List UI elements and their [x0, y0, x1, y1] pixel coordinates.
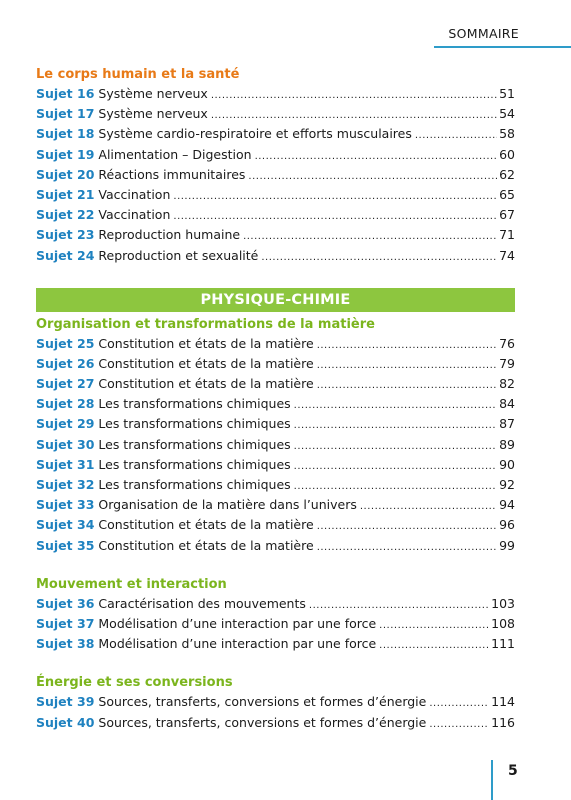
toc-entry-sujet: Sujet 38: [36, 636, 95, 652]
toc-entry-page: 84: [499, 396, 515, 412]
toc-dot-leader: [294, 477, 497, 497]
toc-entry-sujet: Sujet 30: [36, 436, 95, 452]
toc-entry-page: 99: [499, 537, 515, 553]
toc-entry-sujet: Sujet 37: [36, 615, 95, 631]
toc-entry: [36, 124, 515, 144]
toc-entry-page: 92: [499, 477, 515, 492]
toc-entry: [36, 515, 515, 535]
toc-entry-page: 108: [491, 615, 515, 631]
toc-entry-title: Les transformations chimiques: [98, 436, 291, 452]
toc-entry-title: Les transformations chimiques: [98, 416, 291, 432]
toc-entry-title: Constitution et états de la matière: [98, 537, 314, 553]
toc-entry-page: 87: [499, 416, 515, 432]
toc-entry-title: Les transformations chimiques: [98, 477, 291, 492]
toc-dot-leader: [255, 147, 498, 167]
toc-entry-title: Organisation de la matière dans l’univers: [98, 497, 357, 513]
toc-entry: [36, 692, 515, 712]
toc-entry: [36, 435, 515, 455]
toc-entry-page: 71: [499, 227, 515, 243]
toc-entry-title: Constitution et états de la matière: [98, 517, 314, 533]
toc-entry-sujet: Sujet 16: [36, 86, 95, 101]
toc-entry-title: Constitution et états de la matière: [98, 335, 314, 351]
toc-dot-leader: [379, 616, 489, 636]
toc-entry-sujet: Sujet 33: [36, 497, 95, 513]
section-heading-matiere: Organisation et transformations de la matière: [36, 316, 375, 332]
toc-dot-leader: [360, 497, 497, 517]
toc-dot-leader: [317, 517, 497, 537]
toc-entry-sujet: Sujet 27: [36, 376, 95, 392]
toc-entry-title: Vaccination: [98, 207, 171, 223]
toc-entry-title: Système nerveux: [98, 86, 208, 101]
toc-dot-leader: [261, 248, 497, 268]
toc-entry-sujet: Sujet 21: [36, 186, 95, 202]
toc-entry-title: Modélisation d’une interaction par une force: [98, 636, 377, 652]
toc-dot-leader: [294, 437, 497, 457]
toc-entry: [36, 713, 515, 733]
toc-dot-leader: [173, 207, 497, 227]
toc-entry-title: Sources, transferts, conversions et formes d’énergie: [98, 694, 427, 710]
toc-entry-title: Système nerveux: [98, 106, 208, 122]
toc-list-matiere: [36, 334, 515, 556]
toc-entry-sujet: Sujet 24: [36, 247, 95, 263]
toc-dot-leader: [429, 694, 489, 714]
toc-dot-leader: [309, 596, 489, 616]
toc-entry-sujet: Sujet 22: [36, 207, 95, 223]
toc-entry: [36, 455, 515, 475]
toc-entry-title: Modélisation d’une interaction par une force: [98, 615, 377, 631]
toc-entry: [36, 536, 515, 556]
toc-entry-page: 89: [499, 436, 515, 452]
toc-entry-sujet: Sujet 31: [36, 456, 95, 472]
toc-entry-page: 90: [499, 456, 515, 472]
toc-entry: [36, 374, 515, 394]
toc-entry: [36, 84, 515, 104]
toc-dot-leader: [294, 396, 497, 416]
toc-entry-page: 116: [491, 714, 515, 730]
toc-entry-sujet: Sujet 25: [36, 335, 95, 351]
toc-entry: [36, 354, 515, 374]
toc-dot-leader: [317, 538, 497, 558]
toc-entry-page: 96: [499, 517, 515, 533]
toc-entry: [36, 614, 515, 634]
toc-entry-page: 82: [499, 376, 515, 392]
toc-entry-sujet: Sujet 40: [36, 714, 95, 730]
toc-entry-title: Les transformations chimiques: [98, 396, 291, 412]
toc-entry-page: 103: [491, 595, 515, 611]
section-heading-corps-humain: Le corps humain et la santé: [36, 67, 240, 82]
toc-dot-leader: [248, 167, 497, 187]
toc-entry-page: 60: [499, 146, 515, 162]
toc-entry: [36, 246, 515, 266]
page-number: 5: [508, 763, 518, 779]
table-of-contents: [36, 66, 515, 733]
toc-entry-sujet: Sujet 29: [36, 416, 95, 432]
toc-entry: [36, 634, 515, 654]
toc-dot-leader: [317, 356, 497, 376]
toc-list-energie: [36, 692, 515, 732]
toc-dot-leader: [211, 106, 497, 126]
toc-dot-leader: [243, 227, 497, 247]
toc-entry-page: 51: [499, 86, 515, 101]
toc-entry: [36, 165, 515, 185]
toc-dot-leader: [379, 636, 489, 656]
toc-entry: [36, 104, 515, 124]
toc-entry-page: 58: [499, 126, 515, 142]
toc-list-mouvement: [36, 594, 515, 655]
toc-entry-title: Réactions immunitaires: [98, 166, 246, 182]
section-heading-mouvement: Mouvement et interaction: [36, 576, 227, 592]
toc-entry-page: 79: [499, 355, 515, 371]
toc-entry-title: Système cardio-respiratoire et efforts musculaires: [98, 126, 412, 142]
toc-entry-title: Les transformations chimiques: [98, 456, 291, 472]
toc-entry-sujet: Sujet 39: [36, 694, 95, 710]
toc-entry-title: Reproduction et sexualité: [98, 247, 259, 263]
toc-dot-leader: [294, 416, 497, 436]
toc-entry-page: 111: [491, 636, 515, 652]
toc-entry: [36, 394, 515, 414]
toc-entry-sujet: Sujet 35: [36, 537, 95, 553]
toc-entry-title: Vaccination: [98, 186, 171, 202]
toc-entry-page: 94: [499, 497, 515, 513]
toc-entry-sujet: Sujet 36: [36, 595, 95, 611]
physique-chimie-banner: PHYSIQUE-CHIMIE: [36, 288, 515, 312]
toc-entry-title: Caractérisation des mouvements: [98, 595, 306, 611]
toc-entry-page: 114: [491, 694, 515, 710]
toc-entry-sujet: Sujet 26: [36, 355, 95, 371]
toc-entry-title: Constitution et états de la matière: [98, 355, 314, 371]
toc-entry-sujet: Sujet 32: [36, 477, 95, 492]
toc-dot-leader: [317, 336, 497, 356]
toc-entry-sujet: Sujet 19: [36, 146, 95, 162]
toc-entry-page: 74: [499, 247, 515, 263]
toc-entry: [36, 334, 515, 354]
toc-entry: [36, 594, 515, 614]
toc-entry-title: Constitution et états de la matière: [98, 376, 314, 392]
toc-dot-leader: [211, 86, 497, 106]
toc-entry: [36, 205, 515, 225]
toc-entry-title: Sources, transferts, conversions et formes d’énergie: [98, 714, 427, 730]
toc-dot-leader: [415, 126, 497, 146]
toc-entry-sujet: Sujet 28: [36, 396, 95, 412]
toc-entry-page: 62: [499, 166, 515, 182]
toc-entry: [36, 475, 515, 495]
toc-entry-page: 54: [499, 106, 515, 122]
toc-entry-page: 76: [499, 335, 515, 351]
section-heading-energie: Énergie et ses conversions: [36, 675, 233, 691]
toc-dot-leader: [317, 376, 497, 396]
toc-entry-title: Reproduction humaine: [98, 227, 241, 243]
toc-dot-leader: [294, 457, 497, 477]
toc-entry-sujet: Sujet 23: [36, 227, 95, 243]
toc-entry-sujet: Sujet 34: [36, 517, 95, 533]
page-number-rule: [491, 760, 493, 800]
toc-entry-sujet: Sujet 20: [36, 166, 95, 182]
toc-entry: [36, 495, 515, 515]
toc-entry-page: 67: [499, 207, 515, 223]
toc-entry-sujet: Sujet 17: [36, 106, 95, 122]
toc-entry-title: Alimentation – Digestion: [98, 146, 252, 162]
toc-entry-sujet: Sujet 18: [36, 126, 95, 142]
toc-entry: [36, 185, 515, 205]
toc-list-corps-humain: [36, 84, 515, 266]
toc-entry: [36, 145, 515, 165]
toc-entry: [36, 414, 515, 434]
toc-entry: [36, 225, 515, 245]
page-header-title: SOMMAIRE: [448, 26, 519, 41]
toc-entry-page: 65: [499, 186, 515, 202]
header-rule: [434, 46, 571, 48]
toc-dot-leader: [173, 187, 497, 207]
toc-dot-leader: [429, 715, 489, 735]
